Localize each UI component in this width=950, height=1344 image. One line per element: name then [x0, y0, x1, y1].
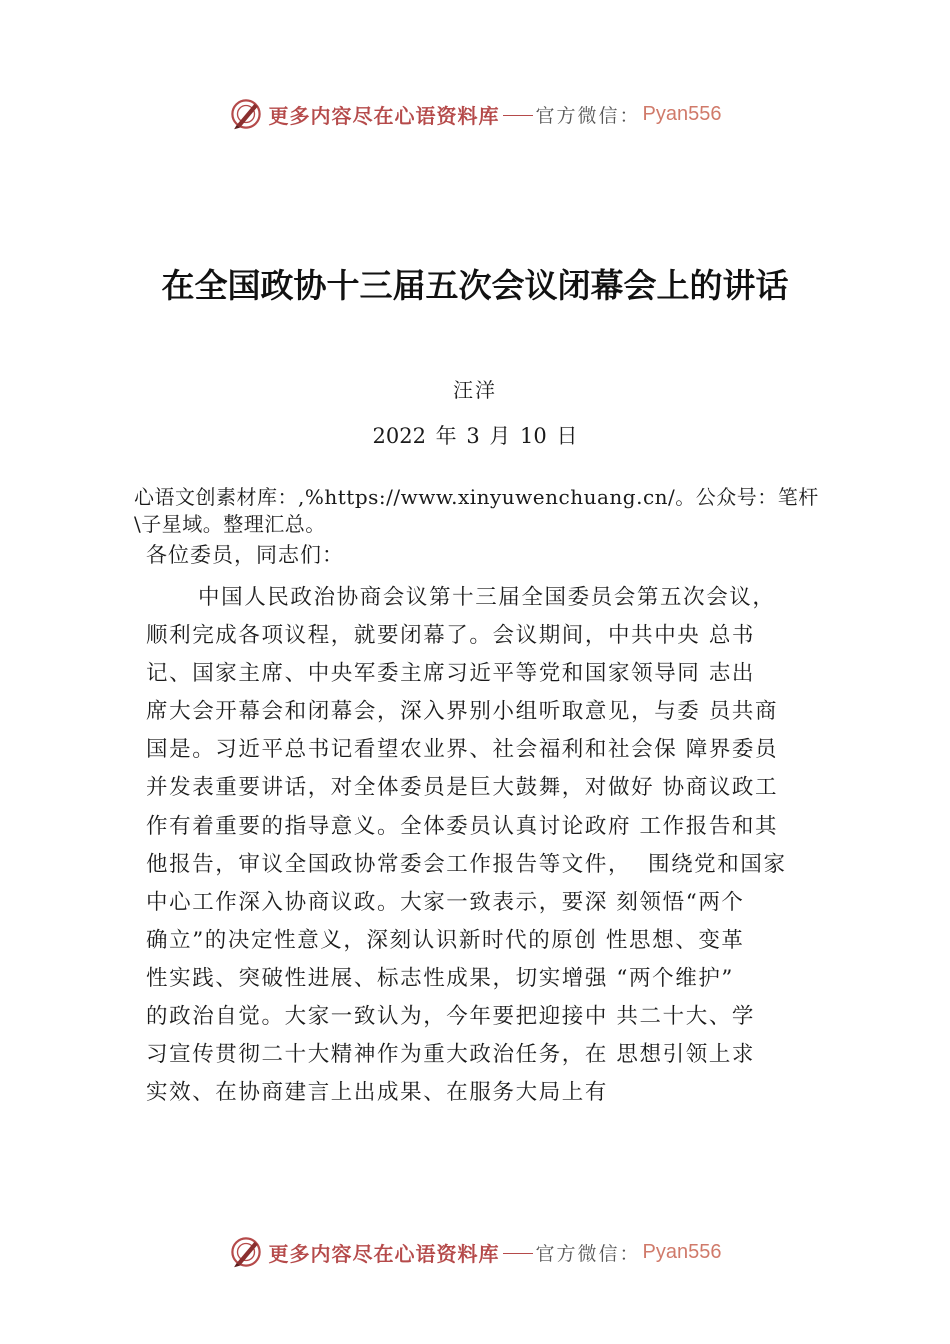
- body-line: 作有着重要的指导意义。全体委员认真讨论政府 工作报告和其: [146, 813, 779, 839]
- greeting: 各位委员，同志们：: [146, 543, 344, 567]
- body-line: 性实践、突破性进展、标志性成果，切实增强 “两个维护”: [146, 965, 735, 991]
- body-line: 的政治自觉。大家一致认为，今年要把迎接中 共二十大、学: [146, 1004, 756, 1030]
- footer-watermark-banner: [0, 1232, 950, 1272]
- body-line: 席大会开幕会和闭幕会，深入界别小组听取意见，与委 员共商: [146, 699, 779, 725]
- brand-text: 更多内容尽在心语资料库: [268, 103, 500, 128]
- pen-seal-logo-icon: [229, 97, 263, 131]
- banner-dash-divider: [503, 1253, 533, 1254]
- document-date: 2022 年 3 月 10 日: [372, 424, 578, 448]
- body-line: 并发表重要讲话，对全体委员是巨大鼓舞，对做好 协商议政工: [146, 775, 779, 801]
- body-line: 顺利完成各项议程，就要闭幕了。会议期间，中共中央 总书: [146, 623, 756, 649]
- body-text: [146, 579, 866, 1112]
- document-title: 在全国政协十三届五次会议闭幕会上的讲话: [161, 266, 789, 305]
- body-line: 习宣传贯彻二十大精神作为重大政治任务，在 思想引领上求: [146, 1042, 756, 1068]
- header-watermark-banner: [0, 94, 950, 134]
- banner-dash-divider: [503, 115, 533, 116]
- body-line: 国是。习近平总书记看望农业界、社会福利和社会保 障界委员: [146, 737, 779, 763]
- body-line: 确立”的决定性意义，深刻认识新时代的原创 性思想、变革: [146, 927, 745, 953]
- wechat-handle: Pyan556: [642, 102, 722, 125]
- body-line: 他报告，审议全国政协常委会工作报告等文件， 围绕党和国家: [146, 851, 787, 877]
- wechat-handle: Pyan556: [642, 1240, 722, 1263]
- official-wechat-label: 官方微信：: [535, 1242, 641, 1265]
- brand-text: 更多内容尽在心语资料库: [268, 1241, 500, 1266]
- pen-seal-logo-icon: [229, 1235, 263, 1269]
- document-author: 汪洋: [453, 378, 497, 402]
- body-line: 中心工作深入协商议政。大家一致表示，要深 刻领悟“两个: [146, 889, 745, 915]
- source-note: 心语文创素材库：,%https://www.xinyuwenchuang.cn/。公众号：笔杆\子星域。整理汇总。: [134, 485, 819, 536]
- official-wechat-label: 官方微信：: [535, 104, 641, 127]
- body-line: 实效、在协商建言上出成果、在服务大局上有: [146, 1080, 609, 1106]
- body-line: 记、国家主席、中央军委主席习近平等党和国家领导同 志出: [146, 661, 756, 687]
- body-line: 中国人民政治协商会议第十三届全国委员会第五次会议，: [198, 585, 776, 610]
